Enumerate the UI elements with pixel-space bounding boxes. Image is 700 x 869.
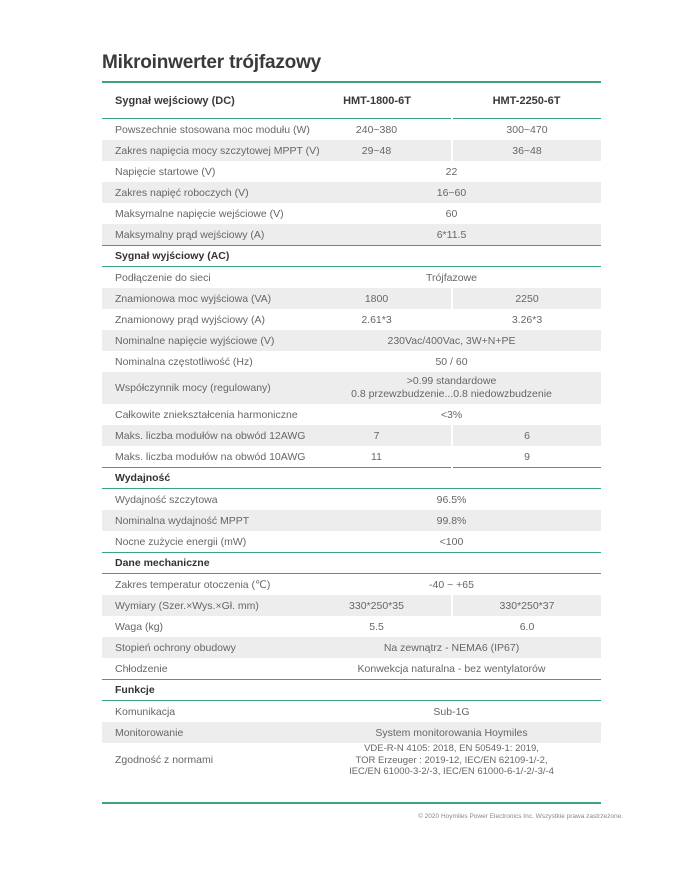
table-row xyxy=(102,531,601,553)
row-value: 50 / 60 xyxy=(435,355,468,368)
row-value-model-a: 1800 xyxy=(302,288,452,309)
table-row xyxy=(102,161,601,182)
row-label: Maks. liczba modułów na obwód 12AWG xyxy=(102,425,302,446)
row-label: Napięcie startowe (V) xyxy=(115,165,216,178)
row-value: <100 xyxy=(439,535,464,548)
section-title: Dane mechaniczne xyxy=(102,553,601,574)
table-row xyxy=(102,446,601,468)
row-label: Zgodność z normami xyxy=(115,754,214,767)
value-line: IEC/EN 61000-3-2/-3, IEC/EN 61000-6-1/-2/-3/-4 xyxy=(349,766,554,777)
row-value: 230Vac/400Vac, 3W+N+PE xyxy=(302,330,601,351)
table-row xyxy=(102,574,601,596)
table-row xyxy=(102,309,601,330)
table-row xyxy=(102,224,601,246)
row-value: -40 ~ +65 xyxy=(429,578,474,591)
value-line: 0.8 przewzbudzenie...0.8 niedowzbudzenie xyxy=(351,388,552,400)
row-label: Wymiary (Szer.×Wys.×Gł. mm) xyxy=(102,595,302,616)
spec-table xyxy=(102,84,601,778)
row-label: Nominalna wydajność MPPT xyxy=(102,510,302,531)
row-label: Waga (kg) xyxy=(115,620,164,633)
row-value: Na zewnątrz - NEMA6 (IP67) xyxy=(302,637,601,658)
row-value: Konwekcja naturalna - bez wentylatorów xyxy=(357,662,546,675)
table-row xyxy=(102,372,601,404)
row-value-model-a: 5.5 xyxy=(302,616,452,637)
row-value-model-a: 7 xyxy=(302,425,452,446)
row-value: 96.5% xyxy=(436,493,467,506)
row-value: 99.8% xyxy=(302,510,601,531)
row-label: Maksymalny prąd wejściowy (A) xyxy=(102,224,302,246)
value-line: >0.99 standardowe xyxy=(406,375,497,387)
row-label: Komunikacja xyxy=(115,705,176,718)
row-value: Sub-1G xyxy=(433,705,470,718)
row-label: Monitorowanie xyxy=(102,722,302,743)
table-row xyxy=(102,701,601,723)
row-value-model-a: 29~48 xyxy=(302,140,452,161)
row-label: Nominalne napięcie wyjściowe (V) xyxy=(102,330,302,351)
section-header xyxy=(102,468,601,489)
row-value: 16~60 xyxy=(302,182,601,203)
table-row xyxy=(102,425,601,446)
top-rule xyxy=(102,81,601,83)
header-model-b: HMT-2250-6T xyxy=(452,84,601,119)
row-value: <3% xyxy=(440,408,463,421)
row-value xyxy=(302,743,601,778)
row-value-model-b: 300~470 xyxy=(506,123,548,136)
row-value-model-b: 6 xyxy=(452,425,601,446)
table-row xyxy=(102,182,601,203)
row-label: Maksymalne napięcie wejściowe (V) xyxy=(115,207,284,220)
row-value-model-b: 2250 xyxy=(452,288,601,309)
row-value: System monitorowania Hoymiles xyxy=(302,722,601,743)
row-value-model-b: 6.0 xyxy=(519,620,535,633)
value-line: TOR Erzeuger : 2019-12, IEC/EN 62109-1/-2, xyxy=(355,754,548,766)
table-row xyxy=(102,616,601,637)
row-value-model-b: 330*250*37 xyxy=(452,595,601,616)
table-row xyxy=(102,351,601,372)
copyright-footer: © 2020 Hoymiles Power Electronics Inc. Wszystkie prawa zastrzeżone. xyxy=(418,813,623,820)
table-row xyxy=(102,658,601,680)
table-row xyxy=(102,288,601,309)
row-label: Powszechnie stosowana moc modułu (W) xyxy=(115,123,310,136)
row-value: 22 xyxy=(445,165,458,178)
row-label: Znamionowa moc wyjściowa (VA) xyxy=(102,288,302,309)
row-label: Wydajność szczytowa xyxy=(115,493,218,506)
row-label: Nominalna częstotliwość (Hz) xyxy=(115,355,253,368)
row-value: Trójfazowe xyxy=(426,271,477,284)
row-label: Maks. liczba modułów na obwód 10AWG xyxy=(115,450,306,463)
row-value-model-a: 2.61*3 xyxy=(302,309,452,330)
table-row xyxy=(102,722,601,743)
row-label: Podłączenie do sieci xyxy=(115,271,211,284)
row-value xyxy=(302,372,601,404)
row-value: 6*11.5 xyxy=(302,224,601,246)
header-label: Sygnał wejściowy (DC) xyxy=(102,84,302,119)
row-value-model-b: 36~48 xyxy=(452,140,601,161)
row-label: Zakres napięć roboczych (V) xyxy=(102,182,302,203)
row-value-model-a: 240~380 xyxy=(302,119,452,141)
row-label: Nocne zużycie energii (mW) xyxy=(115,535,247,548)
table-row xyxy=(102,743,601,778)
section-header xyxy=(102,680,601,701)
row-value-model-a: 11 xyxy=(302,446,452,468)
table-row xyxy=(102,330,601,351)
header-model-a: HMT-1800-6T xyxy=(302,84,452,119)
table-row xyxy=(102,119,601,141)
table-row xyxy=(102,489,601,511)
value-line: VDE-R-N 4105: 2018, EN 50549-1: 2019, xyxy=(364,743,539,754)
table-row xyxy=(102,510,601,531)
section-title: Funkcje xyxy=(102,680,601,701)
row-label: Zakres temperatur otoczenia (℃) xyxy=(115,578,271,591)
table-row xyxy=(102,203,601,224)
table-header-row xyxy=(102,84,601,119)
section-title: Wydajność xyxy=(102,468,601,489)
row-value: 60 xyxy=(445,207,458,220)
section-header xyxy=(102,553,601,574)
table-row xyxy=(102,595,601,616)
section-header xyxy=(102,246,601,267)
row-value-model-a: 330*250*35 xyxy=(302,595,452,616)
row-label: Zakres napięcia mocy szczytowej MPPT (V) xyxy=(102,140,302,161)
row-label: Stopień ochrony obudowy xyxy=(102,637,302,658)
table-row xyxy=(102,404,601,425)
row-label: Współczynnik mocy (regulowany) xyxy=(102,372,302,404)
section-title: Sygnał wyjściowy (AC) xyxy=(102,246,601,267)
row-label: Znamionowy prąd wyjściowy (A) xyxy=(115,313,265,326)
row-value-model-b: 3.26*3 xyxy=(511,313,543,326)
row-value-model-b: 9 xyxy=(524,450,530,463)
page-title: Mikroinwerter trójfazowy xyxy=(102,52,322,73)
row-label: Chłodzenie xyxy=(115,662,168,675)
table-row xyxy=(102,637,601,658)
bottom-rule xyxy=(102,802,601,804)
row-label: Całkowite zniekształcenia harmoniczne xyxy=(115,408,298,421)
table-row xyxy=(102,140,601,161)
table-row xyxy=(102,267,601,289)
